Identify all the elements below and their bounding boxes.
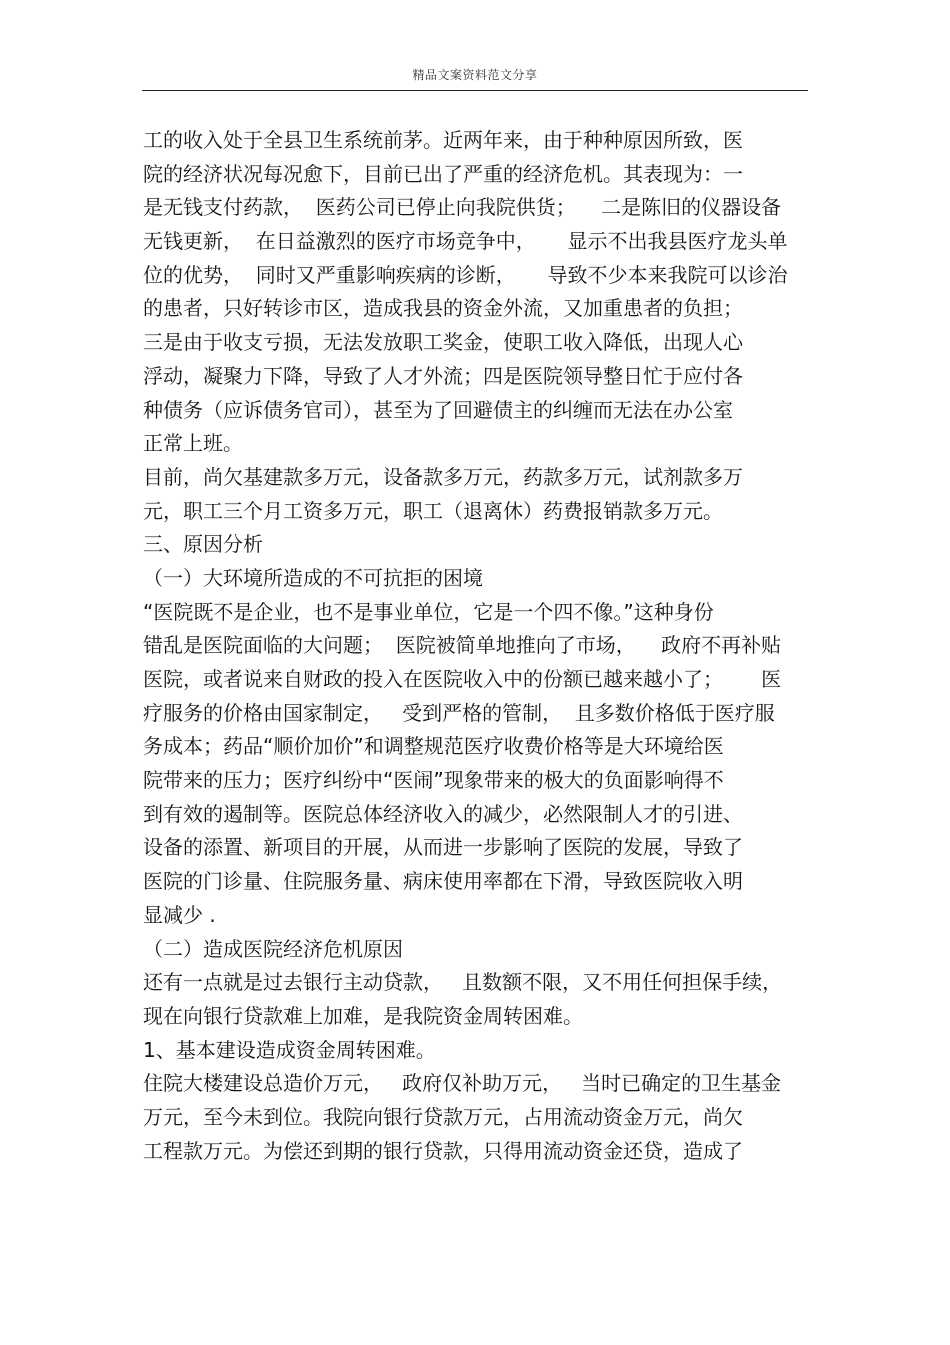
text-line: 万元，至今未到位。我院向银行贷款万元，占用流动资金万元，尚欠 [143, 1104, 743, 1129]
text-line: 目前，尚欠基建款多万元，设备款多万元，药款多万元，试剂款多万 [143, 464, 743, 489]
text-line: 工程款万元。为偿还到期的银行贷款，只得用流动资金还贷，造成了 [143, 1138, 743, 1163]
document-body [143, 124, 815, 1168]
subsection-heading: （一）大环境所造成的不可抗拒的困境 [143, 565, 483, 590]
text-line: 医院，或者说来自财政的投入在医院收入中的份额已越来越小了； 医 [143, 667, 782, 691]
text-line: “医院既不是企业，也不是事业单位，它是一个四不像。”这种身份 [143, 599, 714, 624]
text-line: 浮动，凝聚力下降，导致了人才外流；四是医院领导整日忙于应付各 [143, 363, 743, 388]
text-line: 务成本；药品“顺价加价”和调整规范医疗收费价格等是大环境给医 [143, 734, 724, 759]
text-line: 设备的添置、新项目的开展，从而进一步影响了医院的发展，导致了 [143, 835, 743, 860]
text-line: 种债务（应诉债务官司），甚至为了回避债主的纠缠而无法在办公室 [143, 397, 733, 422]
header-divider [142, 90, 808, 91]
text-line: 还有一点就是过去银行主动贷款， 且数额不限，又不用任何担保手续， [143, 970, 783, 995]
text-line: 三是由于收支亏损，无法发放职工奖金，使职工收入降低，出现人心 [143, 330, 743, 355]
text-line: 元，职工三个月工资多万元，职工（退离休）药费报销款多万元。 [143, 498, 723, 523]
text-line: 是无钱支付药款， 医药公司已停止向我院供货； 二是陈旧的仪器设备 [143, 195, 782, 220]
text-line: 疗服务的价格由国家制定， 受到严格的管制， 且多数价格低于医疗服 [143, 700, 775, 725]
numbered-heading: 1、基本建设造成资金周转困难。 [143, 1037, 436, 1062]
text-line: 现在向银行贷款难上加难，是我院资金周转困难。 [143, 1003, 583, 1028]
text-line: 工的收入处于全县卫生系统前茅。近两年来，由于种种原因所致，医 [143, 128, 743, 152]
text-line: 无钱更新， 在日益激烈的医疗市场竞争中， 显示不出我县医疗龙头单 [143, 229, 788, 254]
section-heading: 三、原因分析 [143, 532, 263, 557]
text-line: 位的优势， 同时又严重影响疾病的诊断， 导致不少本来我院可以诊治 [143, 262, 788, 287]
text-line: 的患者，只好转诊市区，造成我县的资金外流，又加重患者的负担； [143, 296, 743, 321]
text-line: 错乱是医院面临的大问题； 医院被简单地推向了市场， 政府不再补贴 [143, 633, 782, 658]
text-line: 显减少 . [143, 902, 216, 927]
text-line: 正常上班。 [143, 431, 243, 456]
text-line: 院的经济状况每况愈下，目前已出了严重的经济危机。其表现为：一 [143, 161, 743, 186]
subsection-heading: （二）造成医院经济危机原因 [143, 936, 403, 961]
text-line: 到有效的遏制等。医院总体经济收入的减少，必然限制人才的引进、 [143, 801, 743, 826]
page-header: 精品文案资料范文分享 [412, 68, 538, 82]
text-line: 住院大楼建设总造价万元， 政府仅补助万元， 当时已确定的卫生基金 [143, 1071, 782, 1096]
text-line: 院带来的压力；医疗纠纷中“医闹”现象带来的极大的负面影响得不 [143, 768, 724, 793]
text-line: 医院的门诊量、住院服务量、病床使用率都在下滑，导致医院收入明 [143, 869, 743, 894]
